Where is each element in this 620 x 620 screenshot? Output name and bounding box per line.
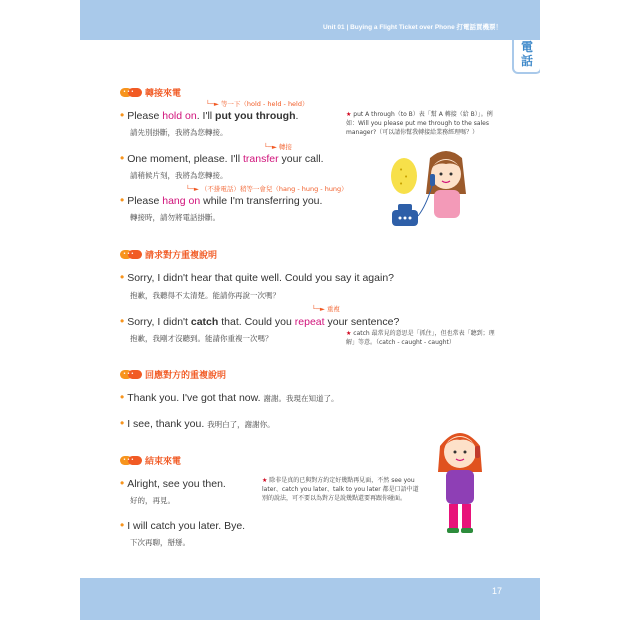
example-sentence: • Thank you. I've got that now. 謝謝。我現在知道了。 (120, 390, 339, 404)
translation: 下次再聊，掰掰。 (130, 538, 190, 547)
example-sentence: • Sorry, I didn't hear that quite well. Could you say it again? (120, 270, 394, 284)
section-heading: ••• 轉接來電 (120, 82, 181, 96)
example-sentence: • Alright, see you then. (120, 476, 226, 490)
svg-text:•: • (399, 180, 404, 188)
page-number: 17 (491, 586, 502, 596)
translation: 我明白了，謝謝你。 (207, 420, 275, 429)
header-band (80, 0, 540, 40)
svg-text:•: • (399, 166, 404, 174)
translation: 抱歉，我剛才沒聽到。能請你重複一次嗎？ (130, 334, 273, 343)
grammar-tip: ★ 除非是真的已與對方約定好幾點再見面，不然 see you later、catch you later、talk to you later 都是口語中道別的說法，可不要以為對方是說幾點還要再跟你碰面。 (262, 477, 419, 502)
translation: 好的，再見。 (130, 496, 175, 505)
section-heading: ••• 回應對方的重複說明 (120, 364, 226, 378)
side-tab (512, 40, 540, 74)
book-page (80, 0, 540, 620)
vocab-note: └─► 等一下（hold - held - held） (206, 100, 309, 108)
speech-bubble-icon: ••• (120, 369, 142, 381)
example-sentence: • One moment, please. I'll transfer your call. (120, 151, 324, 165)
example-sentence: • Sorry, I didn't catch that. Could you repeat your sentence? (120, 314, 400, 328)
example-sentence: • I will catch you later. Bye. (120, 518, 246, 532)
speech-bubble-icon: ••• (120, 87, 142, 99)
vocab-note: └─► 重複 (312, 305, 340, 313)
translation: 轉接時，請勿將電話掛斷。 (130, 213, 220, 222)
vocab-note: └─► 轉接 (264, 143, 292, 151)
example-sentence: • Please hold on. I'll put you through. (120, 108, 299, 122)
section-heading: ••• 請求對方重複說明 (120, 244, 217, 258)
side-tab-char: 話 (520, 54, 533, 68)
translation: 請先別掛斷，我將為您轉接。 (130, 128, 228, 137)
footer-band (80, 578, 540, 620)
translation: 抱歉，我聽得不太清楚。能請你再說一次嗎？ (130, 291, 280, 300)
unit-title: Unit 01 | Buying a Flight Ticket over Phone 打電話買機票！ (322, 24, 502, 31)
speech-bubble-icon: ••• (120, 455, 142, 467)
speech-bubble-icon: ••• (120, 249, 142, 261)
example-sentence: • Please hang on while I'm transferring you. (120, 193, 323, 207)
section-heading: ••• 結束來電 (120, 450, 181, 464)
example-sentence: • I see, thank you. 我明白了，謝謝你。 (120, 416, 275, 430)
grammar-tip: ★ put A through（to B）表「幫 A 轉接（給 B）」。例如：Will you please put me through to the sales manager?（可以請你幫我轉接給業務經理嗎？） (346, 111, 493, 136)
translation: 請稍候片刻，我將為您轉接。 (130, 171, 228, 180)
girl-on-phone-illustration (390, 146, 490, 230)
svg-text:•: • (404, 173, 409, 181)
girl-on-phone-illustration (430, 424, 490, 536)
vocab-note: └─► （不掛電話）稍等一會兒（hang - hung - hung） (186, 185, 348, 193)
translation: 謝謝。我現在知道了。 (263, 394, 339, 403)
side-tab-char: 電 (520, 40, 533, 54)
grammar-tip: ★ catch 最常見的意思是「抓住」，但也常表「聽到；理解」等意。（catch - caught - caught） (346, 330, 495, 346)
